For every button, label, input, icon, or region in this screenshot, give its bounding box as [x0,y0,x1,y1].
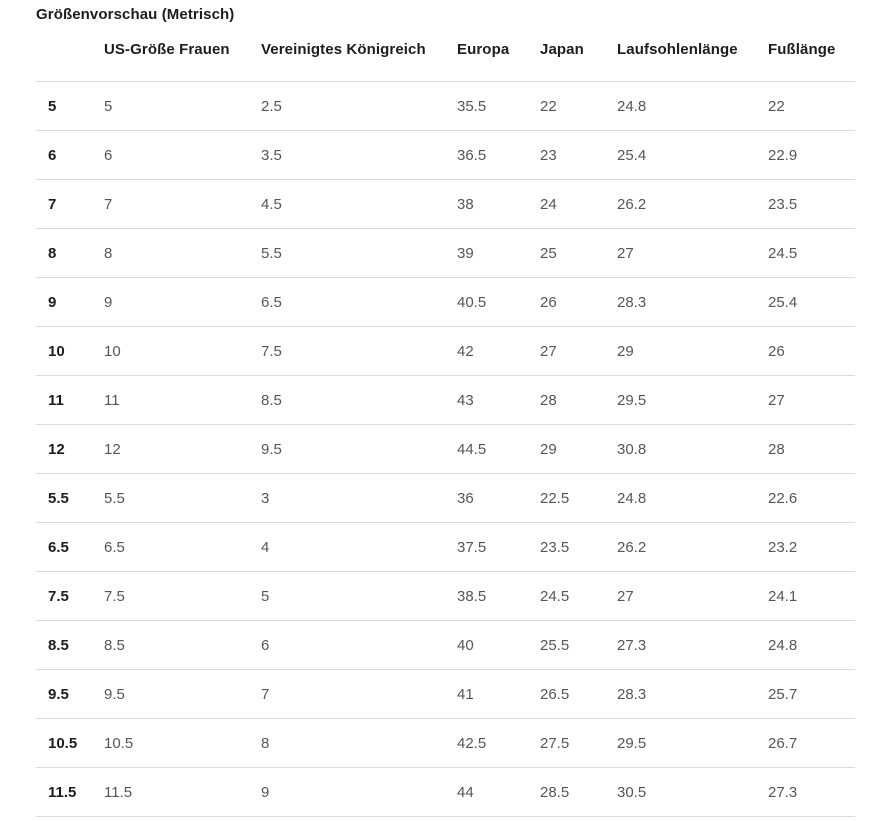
data-cell: 4.5 [261,180,457,229]
data-cell: 25 [540,229,617,278]
data-cell: 26.2 [617,523,768,572]
data-cell: 27 [617,229,768,278]
row-header-cell: 5.5 [36,474,104,523]
data-cell: 27 [540,327,617,376]
table-row [36,523,855,572]
data-cell: 22 [768,82,855,131]
data-cell: 26.5 [540,670,617,719]
data-cell: 23 [540,131,617,180]
data-cell: 11 [104,376,261,425]
data-cell: 29 [540,425,617,474]
data-cell: 23.5 [540,523,617,572]
row-header-cell: 10 [36,327,104,376]
data-cell: 26.7 [768,719,855,768]
data-cell: 9.5 [104,670,261,719]
data-cell: 29.5 [617,376,768,425]
data-cell: 30.8 [617,425,768,474]
row-header-cell: 11.5 [36,768,104,817]
column-header-europe: Europa [457,41,510,58]
data-cell: 28 [768,425,855,474]
data-cell: 30.5 [617,768,768,817]
table-row [36,474,855,523]
table-row [36,229,855,278]
data-cell: 41 [457,670,540,719]
data-cell: 9.5 [261,425,457,474]
data-cell: 22.6 [768,474,855,523]
data-cell: 23.5 [768,180,855,229]
column-header-japan: Japan [540,41,584,58]
data-cell: 44 [457,768,540,817]
table-row [36,768,855,817]
table-row [36,131,855,180]
data-cell: 24.8 [617,82,768,131]
data-cell: 24.8 [768,621,855,670]
data-cell: 22.5 [540,474,617,523]
data-cell: 28.3 [617,278,768,327]
data-cell: 22 [540,82,617,131]
data-cell: 3.5 [261,131,457,180]
data-cell: 40 [457,621,540,670]
data-cell: 38.5 [457,572,540,621]
data-cell: 5 [104,82,261,131]
row-header-cell: 8 [36,229,104,278]
column-header-foot-length: Fußlänge [768,41,836,58]
row-header-cell: 10.5 [36,719,104,768]
data-cell: 24.8 [617,474,768,523]
data-cell: 29 [617,327,768,376]
table-row [36,425,855,474]
table-row [36,278,855,327]
data-cell: 25.7 [768,670,855,719]
data-cell: 28 [540,376,617,425]
data-cell: 7.5 [261,327,457,376]
data-cell: 35.5 [457,82,540,131]
table-row [36,376,855,425]
row-header-cell: 11 [36,376,104,425]
data-cell: 37.5 [457,523,540,572]
data-cell: 26.2 [617,180,768,229]
row-header-cell: 7 [36,180,104,229]
row-header-cell: 9 [36,278,104,327]
table-row [36,670,855,719]
row-header-cell: 8.5 [36,621,104,670]
data-cell: 8 [104,229,261,278]
data-cell: 38 [457,180,540,229]
data-cell: 42.5 [457,719,540,768]
data-cell: 5.5 [261,229,457,278]
data-cell: 24.5 [768,229,855,278]
data-cell: 27 [768,376,855,425]
row-header-cell: 6 [36,131,104,180]
table-row [36,572,855,621]
data-cell: 25.4 [617,131,768,180]
row-header-cell: 5 [36,82,104,131]
data-cell: 23.2 [768,523,855,572]
data-cell: 5.5 [104,474,261,523]
data-cell: 40.5 [457,278,540,327]
data-cell: 6.5 [261,278,457,327]
data-cell: 36 [457,474,540,523]
data-cell: 5 [261,572,457,621]
table-row [36,82,855,131]
data-cell: 9 [104,278,261,327]
data-cell: 24 [540,180,617,229]
column-header-uk: Vereinigtes Königreich [261,41,426,58]
size-chart-table [36,25,855,817]
data-cell: 22.9 [768,131,855,180]
table-row [36,719,855,768]
data-cell: 10 [104,327,261,376]
table-row [36,327,855,376]
data-cell: 9 [261,768,457,817]
row-header-cell: 7.5 [36,572,104,621]
data-cell: 8.5 [104,621,261,670]
data-cell: 24.5 [540,572,617,621]
column-header-outsole-length: Laufsohlenlänge [617,41,738,58]
data-cell: 6.5 [104,523,261,572]
data-cell: 7 [261,670,457,719]
data-cell: 26 [540,278,617,327]
data-cell: 39 [457,229,540,278]
data-cell: 11.5 [104,768,261,817]
size-chart-body [36,82,855,817]
data-cell: 26 [768,327,855,376]
header-row [36,25,855,82]
data-cell: 10.5 [104,719,261,768]
row-header-cell: 12 [36,425,104,474]
data-cell: 25.5 [540,621,617,670]
data-cell: 6 [104,131,261,180]
size-chart-title: Größenvorschau (Metrisch) [36,6,235,23]
data-cell: 7.5 [104,572,261,621]
data-cell: 28.5 [540,768,617,817]
data-cell: 27.3 [617,621,768,670]
data-cell: 4 [261,523,457,572]
data-cell: 25.4 [768,278,855,327]
data-cell: 6 [261,621,457,670]
data-cell: 42 [457,327,540,376]
data-cell: 43 [457,376,540,425]
data-cell: 27 [617,572,768,621]
data-cell: 44.5 [457,425,540,474]
data-cell: 27.3 [768,768,855,817]
data-cell: 29.5 [617,719,768,768]
data-cell: 36.5 [457,131,540,180]
column-header-us-women: US-Größe Frauen [104,41,230,58]
data-cell: 24.1 [768,572,855,621]
row-header-cell: 9.5 [36,670,104,719]
data-cell: 8.5 [261,376,457,425]
row-header-cell: 6.5 [36,523,104,572]
table-row [36,180,855,229]
size-chart-header [36,25,855,82]
data-cell: 12 [104,425,261,474]
table-row [36,621,855,670]
data-cell: 7 [104,180,261,229]
data-cell: 2.5 [261,82,457,131]
data-cell: 8 [261,719,457,768]
data-cell: 28.3 [617,670,768,719]
data-cell: 3 [261,474,457,523]
data-cell: 27.5 [540,719,617,768]
column-header-size-label [36,25,104,82]
